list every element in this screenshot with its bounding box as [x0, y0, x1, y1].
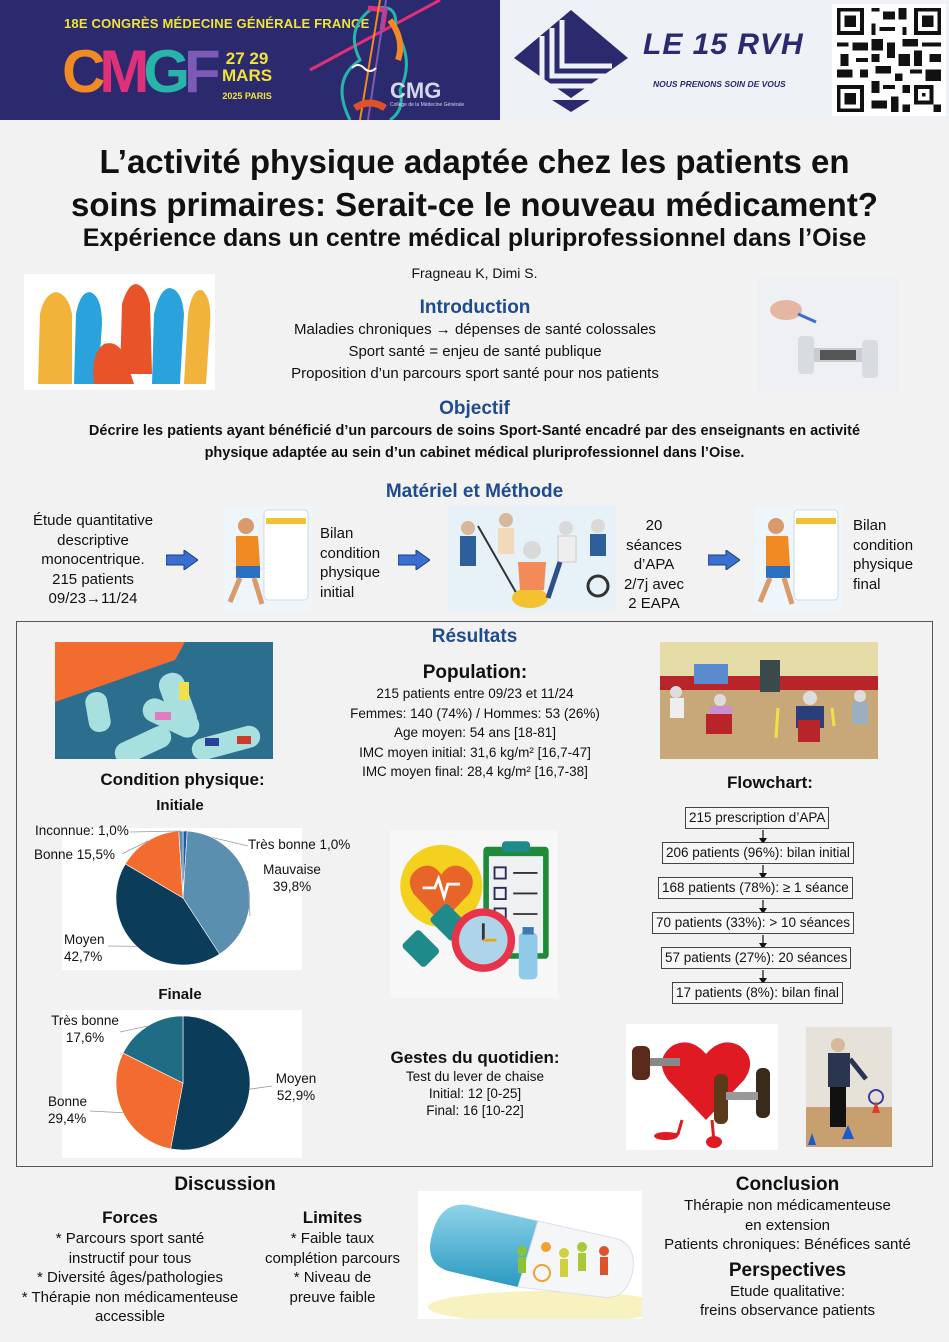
- pills-people-image: [55, 642, 273, 759]
- forces-line: accessible: [94, 1308, 166, 1325]
- gestes-section: [370, 1048, 580, 1119]
- pie-chart-final: [20, 1008, 350, 1160]
- heart-dumbbell-image: [626, 1024, 778, 1150]
- gestes-line: Initial: 12 [0-25]: [428, 1086, 522, 1101]
- cmg-logo-text: CMG: [390, 78, 442, 103]
- step-line: 2 EAPA: [628, 595, 680, 612]
- step-line: condition: [320, 544, 381, 562]
- pie-data-label: Bonne 15,5%: [34, 847, 116, 862]
- flowchart-step: 206 patients (96%): bilan initial: [662, 842, 854, 864]
- qr-code-icon[interactable]: [832, 4, 946, 116]
- runner-app-image-final: [754, 506, 842, 611]
- population-line: 215 patients entre 09/23 et 11/24: [376, 686, 574, 701]
- step-line: Bilan: [320, 525, 354, 542]
- dates-year: 2025 PARIS: [222, 91, 272, 101]
- group-exercise-photo: [660, 642, 878, 759]
- pie-data-label: Bonne: [48, 1094, 88, 1109]
- forces-line: * Parcours sport santé: [55, 1230, 205, 1247]
- flowchart-step: 70 patients (33%): > 10 séances: [652, 912, 854, 934]
- methode-step-final: [853, 516, 928, 594]
- conclusion-line: en extension: [744, 1216, 831, 1234]
- clinic-logo-icon: [512, 6, 630, 112]
- step-line: final: [853, 575, 881, 593]
- flowchart-step: 17 patients (8%): bilan final: [672, 982, 843, 1004]
- conclusion-heading: Conclusion: [735, 1174, 840, 1195]
- step-line: d’APA: [633, 556, 675, 573]
- step-line: 20: [645, 517, 663, 534]
- clinic-name: LE 15 RVH: [643, 28, 804, 61]
- step-line: 215 patients: [52, 570, 134, 588]
- arrow-right-icon: [166, 550, 198, 570]
- flowchart-heading: Flowchart:: [727, 773, 813, 792]
- step-line: Étude quantitative: [32, 512, 154, 529]
- cmg-logo-sub: Collège de la Médecine Générale: [390, 102, 465, 108]
- pie-initial-title: Initiale: [156, 797, 204, 814]
- pie-data-label: 42,7%: [64, 949, 103, 964]
- arrow-right-icon: [708, 550, 740, 570]
- methode-heading: Matériel et Méthode: [385, 481, 564, 502]
- forces-line: * Diversité âges/pathologies: [37, 1269, 223, 1286]
- runner-app-image-initial: [224, 506, 312, 611]
- step-line: initial: [320, 583, 355, 601]
- condition-heading: Condition physique:: [100, 770, 265, 789]
- doctor-dumbbell-image: [758, 278, 898, 393]
- conclusion-line: Patients chroniques: Bénéfices santé: [664, 1236, 911, 1253]
- objectif-line: physique adaptée au sein d’un cabinet médical pluriprofessionnel dans l’Oise.: [204, 445, 745, 461]
- pie-data-label: Très bonne 1,0%: [248, 837, 351, 852]
- gestes-heading: Gestes du quotidien:: [390, 1048, 560, 1067]
- dates-month: MARS: [222, 66, 273, 85]
- pie-data-label: Mauvaise: [263, 862, 321, 877]
- step-line: descriptive: [57, 531, 129, 549]
- congress-banner: [0, 0, 500, 120]
- methode-step-study: [22, 511, 164, 609]
- perspectives-line: freins observance patients: [699, 1302, 876, 1319]
- conclusion-line: Thérapie non médicamenteuse: [684, 1197, 891, 1214]
- diverse-patients-image: [24, 274, 215, 390]
- logo-letter: M: [99, 38, 144, 105]
- pie-data-label: 29,4%: [48, 1111, 87, 1126]
- pie-data-label: Inconnue: 1,0%: [35, 823, 129, 838]
- pie-chart-initial: [20, 818, 365, 973]
- poster-subtitle: Expérience dans un centre médical pluriprofessionnel dans l’Oise: [82, 224, 867, 252]
- cmg-logo: [390, 78, 464, 108]
- poster-title: [0, 140, 949, 226]
- balance-exercise-photo: [806, 1027, 892, 1147]
- logo-letter: G: [143, 38, 184, 105]
- step-line: physique: [853, 556, 914, 573]
- dates-days: 27 29: [225, 49, 269, 68]
- arrow-right-icon: [398, 550, 430, 570]
- limites-line: complétion parcours: [264, 1249, 401, 1267]
- step-line: 09/23→11/24: [48, 590, 138, 607]
- seniors-exercising-image: [448, 506, 616, 611]
- limites-line: preuve faible: [289, 1288, 376, 1306]
- step-line: Bilan: [853, 517, 887, 534]
- introduction-line: Maladies chroniques → dépenses de santé colossales: [294, 321, 656, 338]
- forces-line: * Thérapie non médicamenteuse: [21, 1288, 239, 1306]
- conclusion-section: [640, 1174, 935, 1321]
- pie-data-label: Moyen: [64, 932, 105, 947]
- population-line: Age moyen: 54 ans [18-81]: [393, 725, 557, 740]
- step-line: 2/7j avec: [623, 575, 685, 593]
- forces-section: [10, 1207, 250, 1327]
- perspectives-heading: Perspectives: [728, 1259, 847, 1281]
- forces-line: instructif pour tous: [68, 1249, 192, 1267]
- step-line: condition: [853, 536, 914, 554]
- population-heading: Population:: [422, 662, 528, 683]
- methode-step-sessions: [618, 516, 690, 614]
- pie-final-title: Finale: [158, 986, 202, 1003]
- title-line-1: L’activité physique adaptée chez les patients en: [99, 143, 850, 180]
- limites-section: [255, 1207, 410, 1307]
- perspectives-line: Etude qualitative:: [729, 1282, 846, 1300]
- pie-data-label: Très bonne: [51, 1013, 119, 1028]
- introduction-heading: Introduction: [419, 297, 531, 318]
- population-section: [320, 662, 630, 782]
- health-checklist-image: [390, 830, 558, 998]
- population-line: IMC moyen initial: 31,6 kg/m² [16,7-47]: [359, 744, 591, 760]
- introduction-line: Sport santé = enjeu de santé publique: [348, 343, 602, 360]
- step-line: monocentrique.: [41, 551, 145, 568]
- gestes-line: Final: 16 [10-22]: [426, 1103, 524, 1118]
- results-heading: Résultats: [431, 626, 518, 647]
- methode-step-initial: [320, 524, 390, 602]
- cmgf-logo: [62, 38, 215, 105]
- objectif-heading: Objectif: [439, 398, 510, 419]
- clinic-banner: [500, 0, 949, 120]
- introduction-section: [230, 297, 720, 385]
- step-line: physique: [320, 564, 381, 581]
- authors: Fragneau K, Dimi S.: [411, 265, 538, 281]
- congress-dates: [222, 50, 272, 105]
- pie-data-label: 39,8%: [272, 879, 312, 894]
- flowchart-step: 215 prescription d’APA: [685, 807, 829, 829]
- introduction-line: Proposition d’un parcours sport santé pour nos patients: [291, 365, 659, 382]
- step-line: séances: [626, 536, 682, 554]
- pie-data-label: Moyen: [275, 1071, 317, 1086]
- congress-title: 18E CONGRÈS MÉDECINE GÉNÉRALE FRANCE: [64, 16, 370, 31]
- forces-heading: Forces: [102, 1208, 158, 1227]
- title-line-2: soins primaires: Serait-ce le nouveau médicament?: [71, 186, 878, 223]
- clinic-tagline: NOUS PRENONS SOIN DE VOUS: [653, 79, 786, 89]
- gestes-line: Test du lever de chaise: [405, 1069, 545, 1084]
- flowchart-step: 168 patients (78%): ≥ 1 séance: [658, 877, 853, 899]
- limites-line: * Niveau de: [293, 1269, 372, 1286]
- discussion-heading: Discussion: [174, 1174, 276, 1195]
- logo-letter: F: [184, 38, 215, 105]
- pie-data-label: 17,6%: [65, 1030, 105, 1045]
- flowchart-step: 57 patients (27%): 20 séances: [661, 947, 851, 969]
- logo-letter: C: [62, 38, 100, 105]
- objectif-line: Décrire les patients ayant bénéficié d’un parcours de soins Sport-Santé encadré par des enseignants en activité: [88, 423, 861, 439]
- limites-line: * Faible taux: [290, 1230, 375, 1247]
- limites-heading: Limites: [302, 1208, 363, 1227]
- population-line: Femmes: 140 (74%) / Hommes: 53 (26%): [350, 705, 600, 721]
- objectif-section: [0, 398, 949, 464]
- pill-sports-image: [418, 1191, 642, 1319]
- pie-data-label: 52,9%: [276, 1088, 316, 1103]
- population-line: IMC moyen final: 28,4 kg/m² [16,7-38]: [362, 764, 588, 779]
